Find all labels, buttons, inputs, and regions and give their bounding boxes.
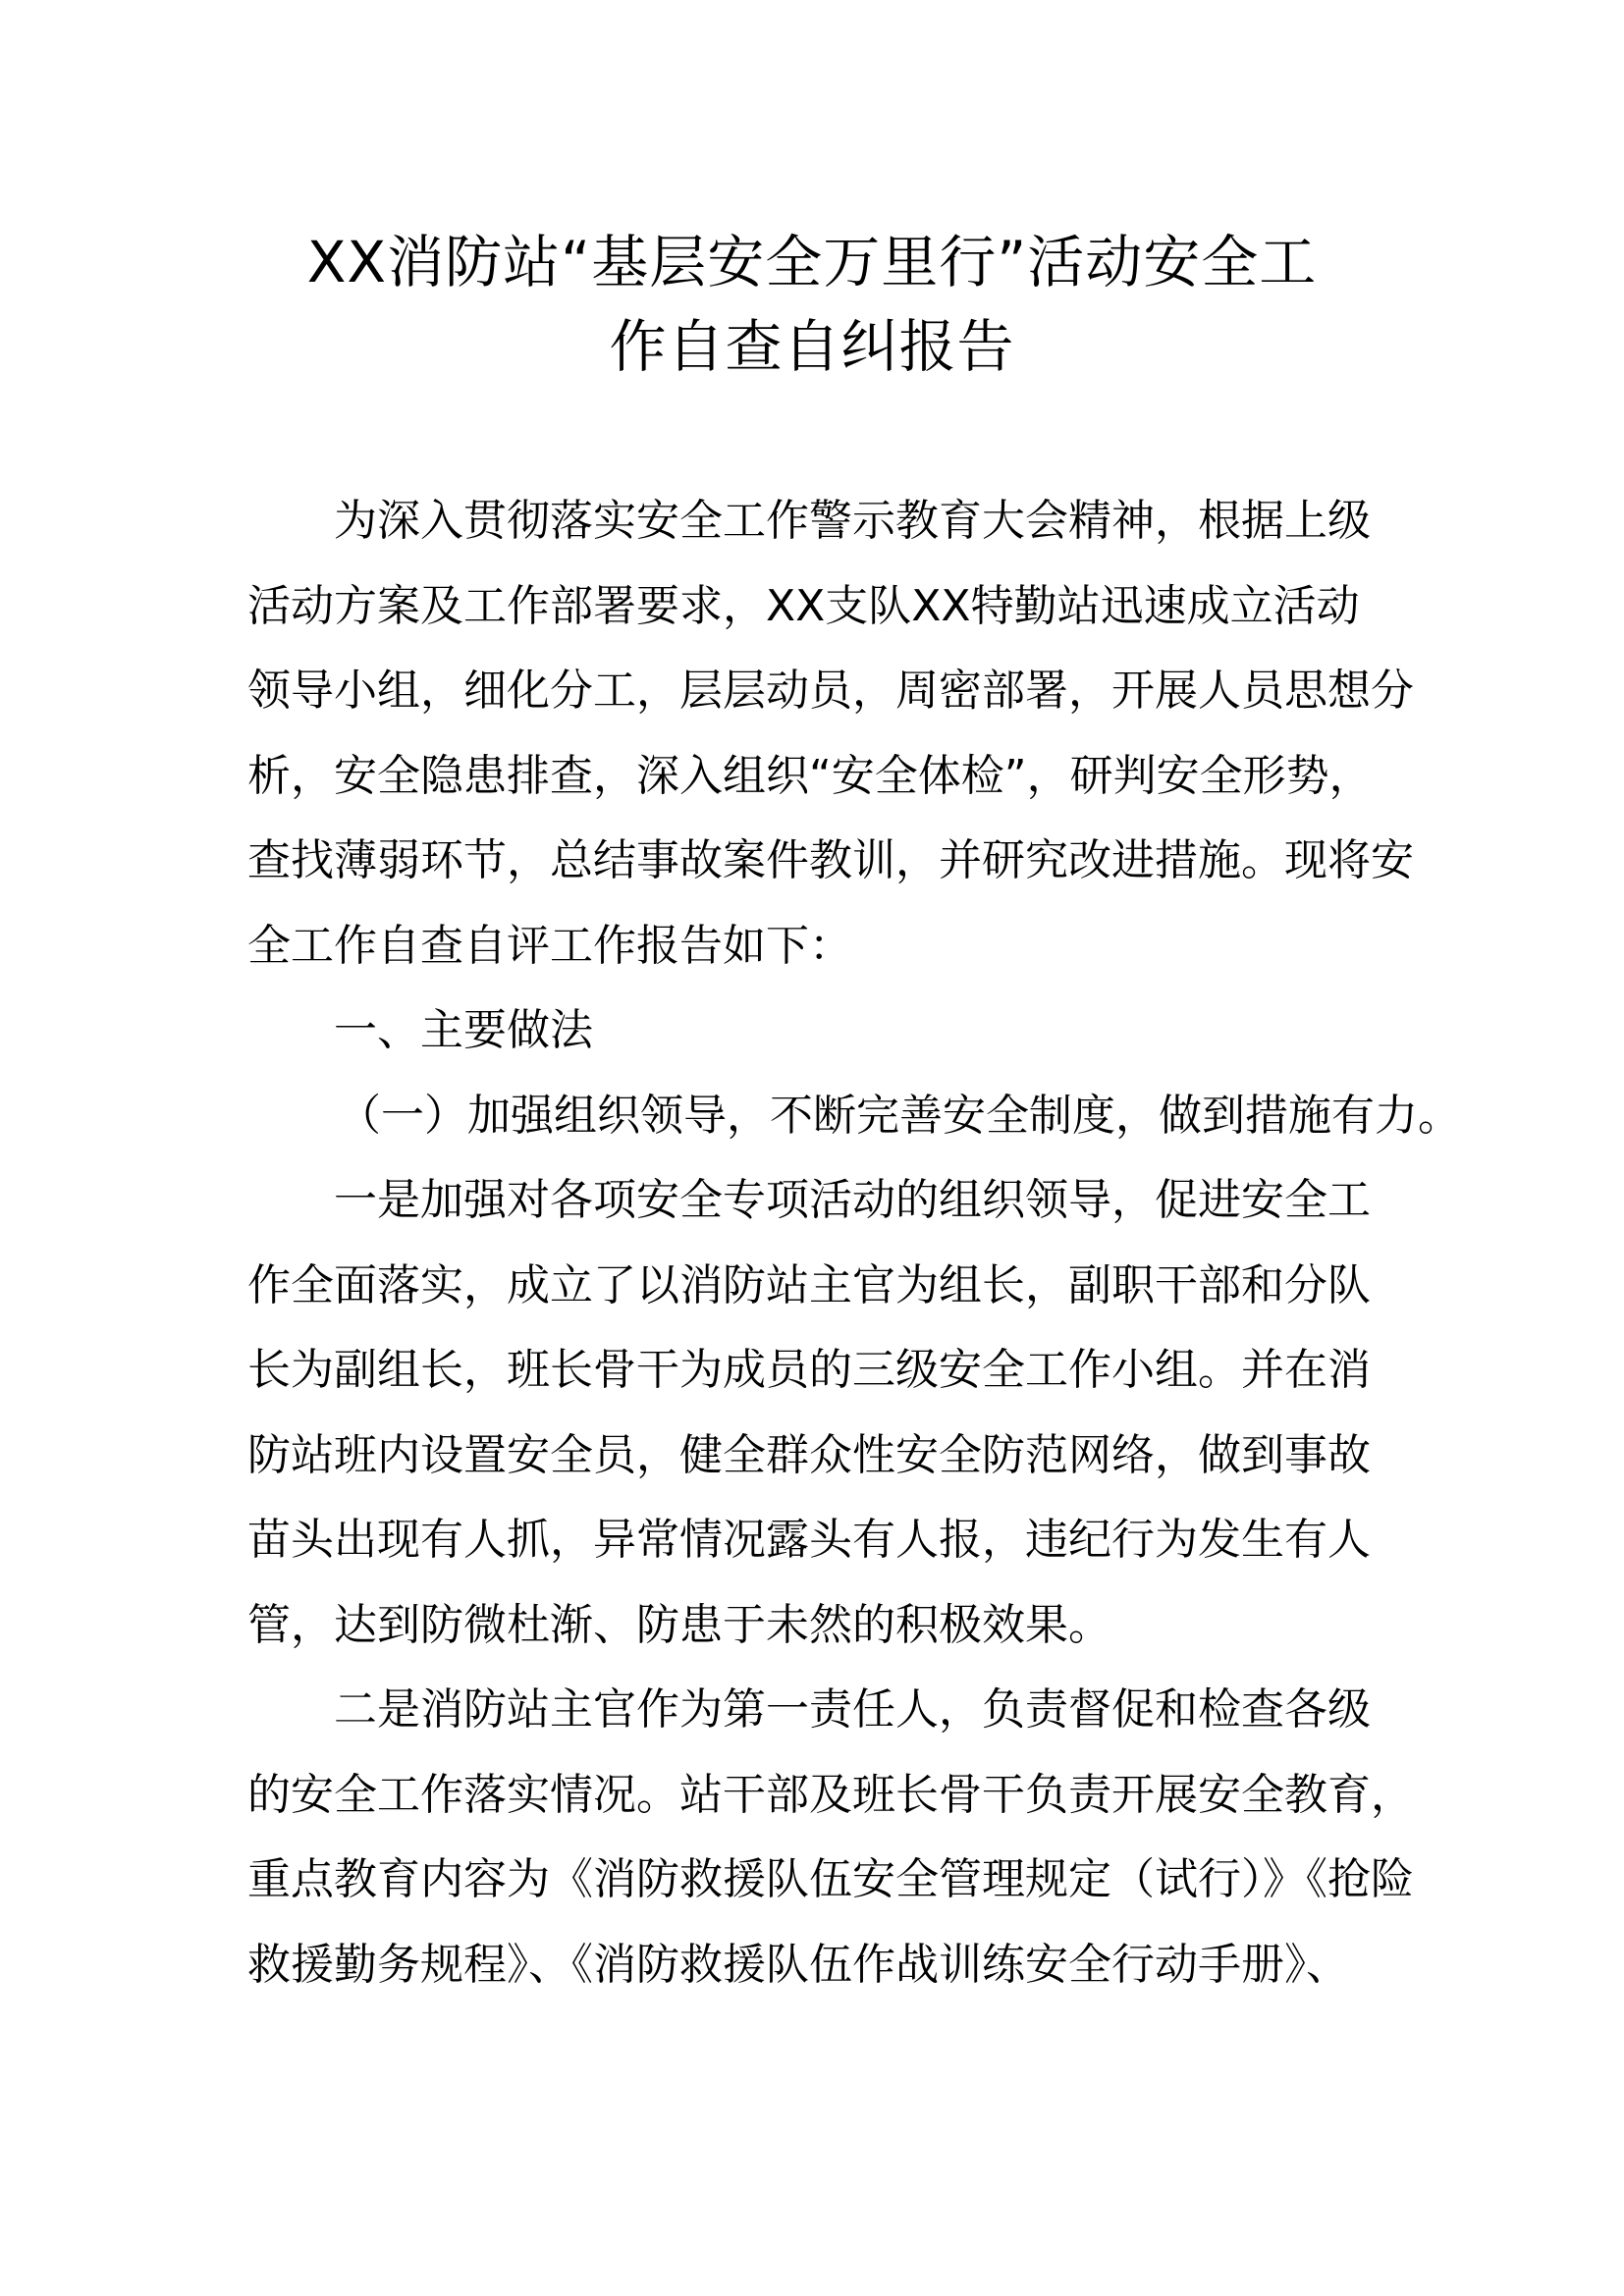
body-line-14: 管，达到防微杜渐、防患于未然的积极效果。 bbox=[247, 1599, 1111, 1650]
document-body bbox=[247, 479, 1461, 2007]
subsection-heading-1: （一）加强组织领导，不断完善安全制度，做到措施有力。 bbox=[338, 1090, 1461, 1141]
body-line-1: 为深入贯彻落实安全工作警示教育大会精神，根据上级 bbox=[334, 496, 1371, 546]
body-line-6: 全工作自查自评工作报告如下： bbox=[247, 920, 852, 971]
body-line-11: 长为副组长，班长骨干为成员的三级安全工作小组。并在消 bbox=[247, 1345, 1371, 1395]
body-line-5: 查找薄弱环节，总结事故案件教训，并研究改进措施。现将安 bbox=[247, 835, 1414, 885]
body-line-3: 领导小组，细化分工，层层动员，周密部署，开展人员思想分 bbox=[247, 666, 1414, 716]
title-line-1: XX消防站“基层安全万里行”活动安全工 bbox=[306, 229, 1318, 295]
body-line-18: 救援勤务规程》、《消防救援队伍作战训练安全行动手册》、 bbox=[247, 1939, 1349, 1990]
body-line-4: 析，安全隐患排查，深入组织“安全体检”，研判安全形势， bbox=[247, 750, 1373, 801]
section-heading-main-practices: 一、主要做法 bbox=[334, 1005, 593, 1055]
body-line-2: 活动方案及工作部署要求，XX支队XX特勤站迅速成立活动 bbox=[247, 580, 1360, 631]
body-line-17: 重点教育内容为《消防救援队伍安全管理规定（试行）》《抢险 bbox=[247, 1854, 1414, 1904]
document-title bbox=[245, 220, 1379, 389]
body-line-9: 一是加强对各项安全专项活动的组织领导，促进安全工 bbox=[334, 1175, 1371, 1225]
body-line-13: 苗头出现有人抓，异常情况露头有人报，违纪行为发生有人 bbox=[247, 1515, 1371, 1565]
body-line-16: 的安全工作落实情况。站干部及班长骨干负责开展安全教育， bbox=[247, 1769, 1414, 1820]
body-line-15: 二是消防站主官作为第一责任人，负责督促和检查各级 bbox=[334, 1684, 1371, 1735]
body-line-10: 作全面落实，成立了以消防站主官为组长，副职干部和分队 bbox=[247, 1259, 1371, 1310]
body-line-12: 防站班内设置安全员，健全群众性安全防范网络，做到事故 bbox=[247, 1429, 1371, 1480]
title-line-2: 作自查自纠报告 bbox=[609, 313, 1015, 380]
